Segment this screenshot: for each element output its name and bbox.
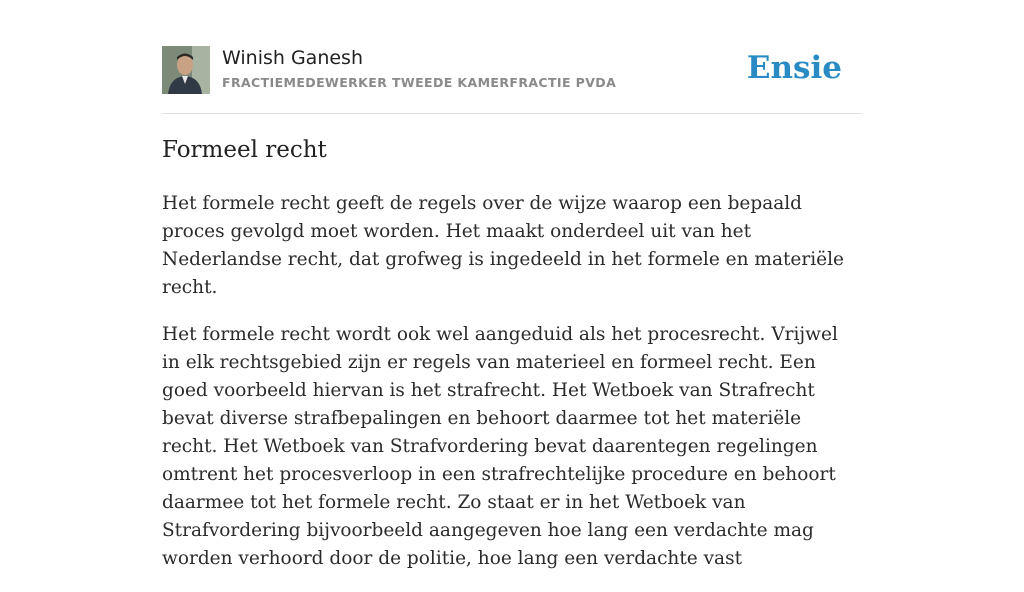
brand-logo[interactable]: Ensie [746, 50, 842, 86]
author-header [162, 46, 862, 96]
author-name[interactable]: Winish Ganesh [222, 47, 363, 69]
author-role: FRACTIEMEDEWERKER TWEEDE KAMERFRACTIE PVDA [222, 75, 617, 90]
avatar-photo-icon [162, 46, 210, 94]
article-paragraph: Het formele recht wordt ook wel aangeduid als het procesrecht. Vrijwel in elk rechtsgebied zijn er regels van materieel en formeel recht. Een goed voorbeeld hiervan is het strafrecht. Het Wetboek van Strafrecht bevat diverse strafbepalingen en behoort daarmee tot het materiële recht. Het Wetboek van Strafvordering bevat daarentegen regelingen omtrent het procesverloop in een strafrechtelijke procedure en behoort daarmee tot het formele recht. Zo staat er in het Wetboek van Strafvordering bijvoorbeeld aangegeven hoe lang een verdachte mag worden verhoord door de politie, hoe lang een verdachte vast [162, 324, 838, 569]
article-title: Formeel recht [162, 137, 327, 163]
article-body [162, 190, 852, 592]
header-divider [162, 113, 862, 114]
article-paragraph: Het formele recht geeft de regels over de wijze waarop een bepaald proces gevolgd moet worden. Het maakt onderdeel uit van het Nederlandse recht, dat grofweg is ingedeeld in het formele en materiële recht. [162, 193, 844, 298]
avatar[interactable] [162, 46, 210, 94]
